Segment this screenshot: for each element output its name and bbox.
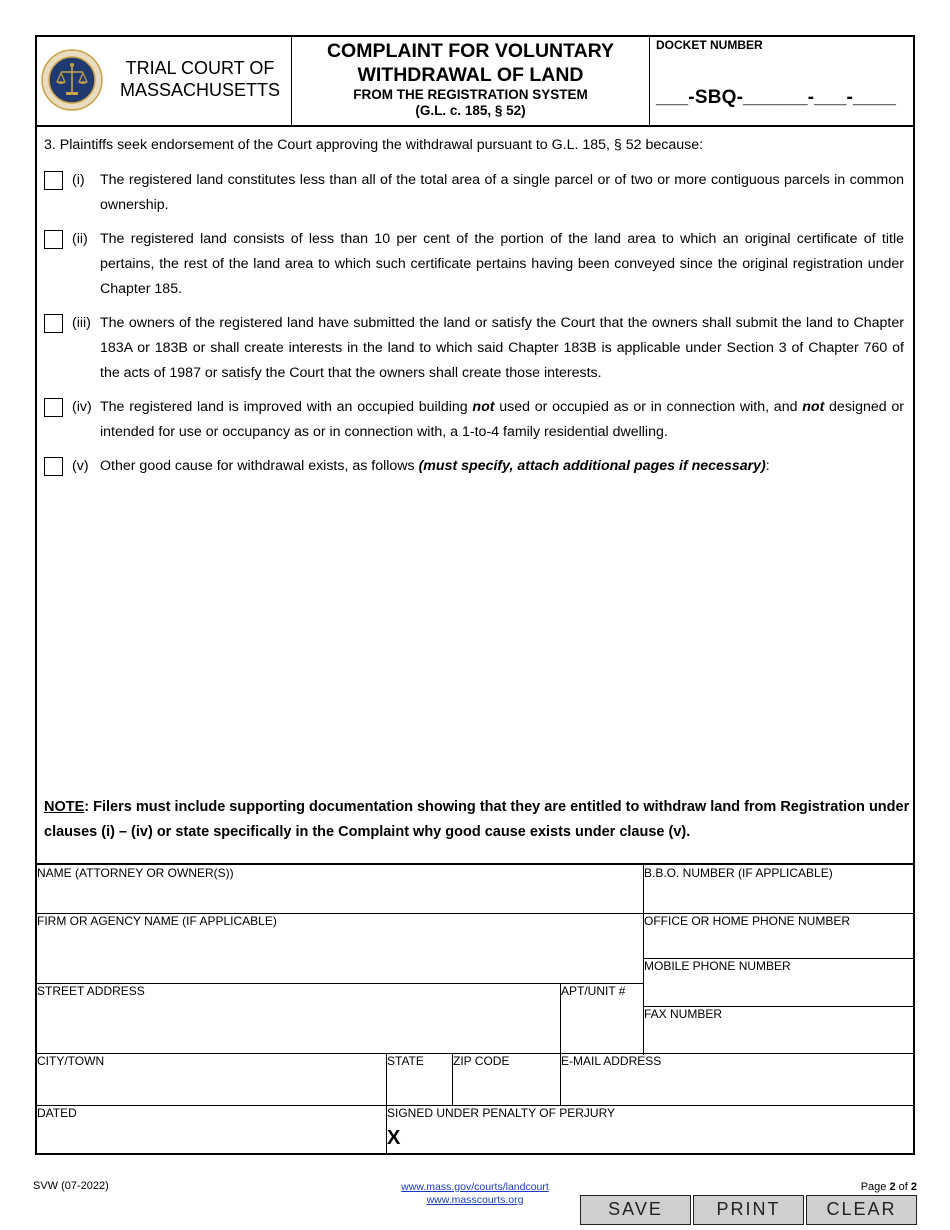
clause-iii-checkbox[interactable] (44, 314, 63, 333)
zip-code-field[interactable] (453, 1053, 560, 1105)
state-field[interactable] (387, 1053, 452, 1105)
court-identity-cell (37, 37, 292, 125)
apt-unit-field[interactable] (561, 983, 643, 1053)
bbo-number-label: B.B.O. NUMBER (IF APPLICABLE) (644, 866, 833, 880)
state-label: STATE (387, 1054, 424, 1068)
filer-info-table (37, 863, 913, 1155)
good-cause-textarea[interactable] (97, 483, 902, 783)
print-button[interactable]: PRINT (693, 1195, 804, 1225)
clause-v-checkbox[interactable] (44, 457, 63, 476)
clause-iii-text: The owners of the registered land have submitted the land or satisfy the Court that the owners shall submit the land to Chapter 183A or 183B or shall create interests in the land to which said Chapter 183B is applicable under Section 3 of Chapter 760 of the acts of 1987 or satisfy the Court that the owners shall create those interests. (100, 315, 904, 381)
clause-v-text-b: : (765, 458, 770, 474)
landcourt-link[interactable]: www.mass.gov/courts/landcourt (401, 1181, 549, 1193)
fax-number-field[interactable] (644, 1006, 914, 1053)
clause-iv-text (100, 395, 904, 445)
section3-intro: 3. Plaintiffs seek endorsement of the Court approving the withdrawal pursuant to G.L. 185, § 52 because: (44, 137, 704, 153)
name-label: NAME (ATTORNEY OR OWNER(S)) (37, 866, 234, 880)
name-field[interactable] (37, 865, 643, 913)
form-header (37, 37, 913, 127)
clause-iii-number: (iii) (72, 315, 91, 331)
clause-ii-text: The registered land consists of less than 10 per cent of the portion of the land area to which an original certificate of title pertains, the rest of the land area to which such certificate pertains having been conveyed since the original registration under Chapter 185. (100, 231, 904, 297)
clause-i (44, 168, 904, 218)
form-frame (35, 35, 915, 1155)
footer-links (390, 1181, 560, 1207)
office-phone-label: OFFICE OR HOME PHONE NUMBER (644, 914, 851, 928)
clause-v-emphasis: (must specify, attach additional pages if necessary) (418, 458, 766, 474)
clause-i-text: The registered land constitutes less than all of the total area of a single parcel or of two or more contiguous parcels in common ownership. (100, 172, 904, 213)
court-name (111, 57, 289, 101)
form-title-line1: COMPLAINT FOR VOLUNTARY (326, 40, 615, 62)
clear-button[interactable]: CLEAR (806, 1195, 917, 1225)
clause-iv-emphasis-2: not (802, 399, 825, 415)
page-of: of (895, 1181, 911, 1193)
clause-i-checkbox[interactable] (44, 171, 63, 190)
zip-code-label: ZIP CODE (453, 1054, 510, 1068)
clause-v-text (100, 454, 904, 479)
clause-iv-checkbox[interactable] (44, 398, 63, 417)
city-town-field[interactable] (37, 1053, 386, 1105)
filing-note (44, 795, 910, 845)
page-total: 2 (910, 1181, 917, 1193)
court-name-line2: MASSACHUSETTS (119, 80, 281, 100)
clause-ii-number: (ii) (72, 231, 88, 247)
masscourts-link[interactable]: www.masscourts.org (426, 1194, 524, 1206)
form-title-line2: WITHDRAWAL OF LAND (357, 64, 584, 86)
clause-iv-text-b: used or occupied as or in connection with, and (494, 399, 803, 415)
email-field[interactable] (561, 1053, 914, 1105)
dated-field[interactable] (37, 1105, 386, 1155)
dated-label: DATED (37, 1106, 77, 1120)
clause-ii (44, 227, 904, 302)
form-title-cell (292, 37, 650, 125)
page-prefix: Page (860, 1181, 890, 1193)
note-label: NOTE (44, 799, 85, 815)
clause-v (44, 454, 904, 479)
trial-court-seal-icon (41, 49, 103, 111)
page-indicator (861, 1181, 917, 1193)
note-text: : Filers must include supporting documentation showing that they are entitled to withdraw land from Registration under clauses (i) – (iv) or state specifically in the Complaint why good cause exists under clause (v). (44, 799, 910, 840)
form-subtitle-line2: (G.L. c. 185, § 52) (415, 103, 526, 118)
clause-iv (44, 395, 904, 445)
form-subtitle-line1: FROM THE REGISTRATION SYSTEM (353, 87, 588, 102)
clause-ii-checkbox[interactable] (44, 230, 63, 249)
clause-v-number: (v) (72, 458, 89, 474)
clause-iv-text-a: The registered land is improved with an occupied building (100, 399, 473, 415)
firm-name-field[interactable] (37, 913, 643, 983)
signature-mark: X (387, 1127, 401, 1149)
office-phone-field[interactable] (644, 913, 914, 958)
street-address-field[interactable] (37, 983, 560, 1053)
mobile-phone-field[interactable] (644, 958, 914, 1006)
clause-iv-text-c: designed or intended for use or occupancy as or in connection with, a 1-to-4 family residential dwelling. (100, 399, 904, 440)
form-id: SVW (07-2022) (33, 1180, 109, 1192)
bbo-number-field[interactable] (644, 865, 914, 913)
email-label: E-MAIL ADDRESS (561, 1054, 662, 1068)
apt-unit-label: APT/UNIT # (561, 984, 626, 998)
fax-number-label: FAX NUMBER (644, 1007, 723, 1021)
page-number: 2 (889, 1181, 896, 1193)
firm-name-label: FIRM OR AGENCY NAME (IF APPLICABLE) (37, 914, 277, 928)
clause-v-text-a: Other good cause for withdrawal exists, as follows (100, 458, 419, 474)
city-town-label: CITY/TOWN (37, 1054, 105, 1068)
mobile-phone-label: MOBILE PHONE NUMBER (644, 959, 791, 973)
signature-label: SIGNED UNDER PENALTY OF PERJURY (387, 1106, 616, 1120)
docket-number-field[interactable]: ___-SBQ-______-___-____ (656, 87, 897, 108)
clause-iv-emphasis-1: not (472, 399, 495, 415)
court-name-line1: TRIAL COURT OF (125, 58, 275, 78)
clause-iii (44, 311, 904, 386)
street-address-label: STREET ADDRESS (37, 984, 145, 998)
signature-field[interactable] (387, 1105, 914, 1155)
save-button[interactable]: SAVE (580, 1195, 691, 1225)
clause-i-number: (i) (72, 172, 85, 188)
clause-iv-number: (iv) (72, 399, 92, 415)
docket-number-label: DOCKET NUMBER (656, 38, 763, 52)
docket-number-cell[interactable] (650, 37, 913, 125)
